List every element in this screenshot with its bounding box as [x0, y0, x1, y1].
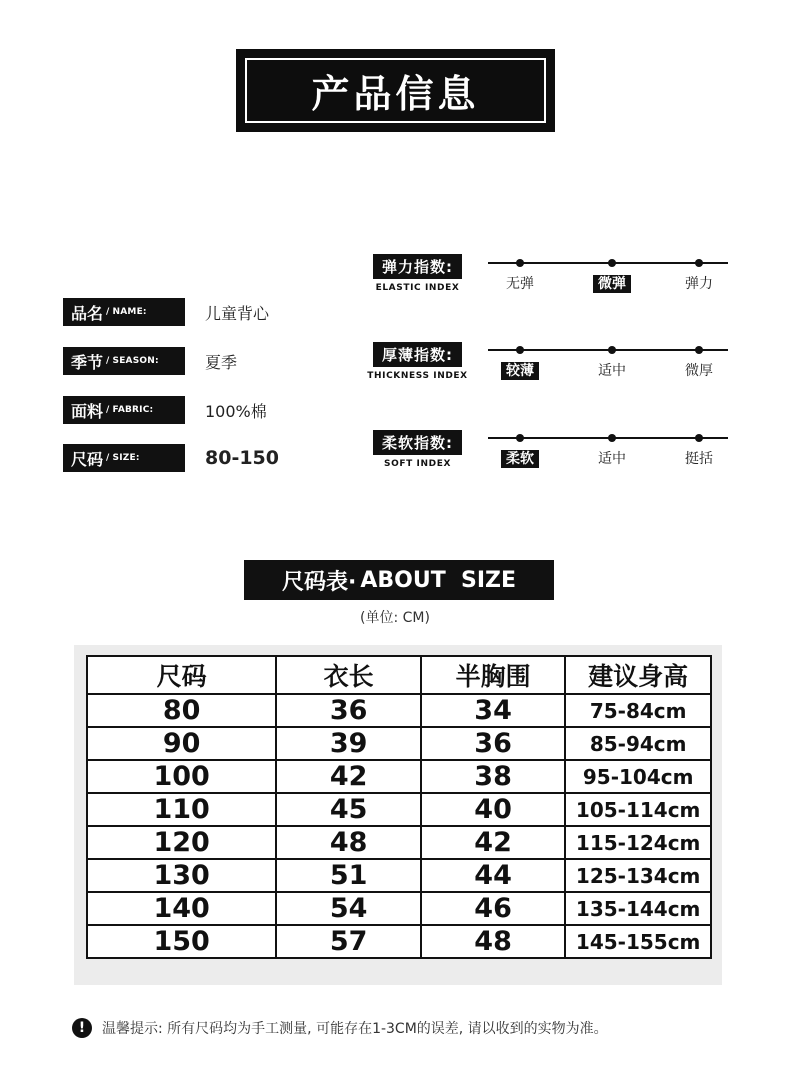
- scale-option: 无弹: [506, 276, 534, 292]
- info-label-en: FABRIC:: [112, 405, 154, 415]
- footer-tip-text: 温馨提示: 所有尺码均为手工测量, 可能存在1-3CM的误差, 请以收到的实物为准。: [102, 1021, 608, 1037]
- info-label-cn: 尺码: [71, 449, 104, 469]
- title-frame: [245, 58, 546, 123]
- scale-option-selected: 较薄: [490, 360, 550, 380]
- size-chart-header: [244, 560, 554, 600]
- table-cell: 42: [276, 760, 420, 793]
- table-cell: 110: [87, 793, 276, 826]
- table-cell: 42: [421, 826, 565, 859]
- soft-index-label: [360, 430, 475, 469]
- index-title: 厚薄指数:: [373, 342, 462, 367]
- scale-dot: [516, 346, 524, 354]
- info-label-cn: 季节: [71, 352, 104, 372]
- table-cell: 34: [421, 694, 565, 727]
- scale-dot: [608, 346, 616, 354]
- info-label: [63, 396, 185, 424]
- info-label-sep: /: [106, 356, 110, 366]
- table-cell: 44: [421, 859, 565, 892]
- index-subtitle: ELASTIC INDEX: [375, 283, 460, 293]
- table-cell: 40: [421, 793, 565, 826]
- exclamation-icon: !: [72, 1018, 92, 1038]
- info-row-season: [63, 347, 237, 375]
- info-label-sep: /: [106, 405, 110, 415]
- table-row: [87, 793, 711, 826]
- scale-option: 挺括: [685, 451, 713, 467]
- table-row: [87, 826, 711, 859]
- size-table: [86, 655, 712, 959]
- info-label-en: NAME:: [112, 307, 147, 317]
- table-cell: 105-114cm: [565, 793, 711, 826]
- info-value: 100%棉: [205, 401, 267, 421]
- table-cell: 150: [87, 925, 276, 958]
- scale-dot: [695, 434, 703, 442]
- scale-option: 弹力: [685, 276, 713, 292]
- scale-option: 适中: [598, 451, 626, 467]
- info-label-sep: /: [106, 453, 110, 463]
- table-cell: 80: [87, 694, 276, 727]
- table-cell: 36: [276, 694, 420, 727]
- table-cell: 46: [421, 892, 565, 925]
- column-header: 衣长: [276, 656, 420, 694]
- size-chart-title-en: ABOUT SIZE: [360, 567, 517, 593]
- scale-dot: [695, 346, 703, 354]
- table-cell: 115-124cm: [565, 826, 711, 859]
- info-label: [63, 347, 185, 375]
- index-title: 柔软指数:: [373, 430, 462, 455]
- table-row: [87, 760, 711, 793]
- info-label-en: SIZE:: [112, 453, 140, 463]
- title-banner: [236, 49, 555, 132]
- table-row: [87, 892, 711, 925]
- table-cell: 36: [421, 727, 565, 760]
- scale-option: 适中: [598, 363, 626, 379]
- table-cell: 95-104cm: [565, 760, 711, 793]
- table-row: [87, 925, 711, 958]
- table-cell: 45: [276, 793, 420, 826]
- column-header: 建议身高: [565, 656, 711, 694]
- info-label-en: SEASON:: [112, 356, 159, 366]
- unit-note: (单位: CM): [360, 610, 430, 626]
- info-row-name: [63, 298, 269, 326]
- scale-dot: [695, 259, 703, 267]
- info-value: 儿童背心: [205, 303, 270, 323]
- scale-dot: [516, 434, 524, 442]
- table-cell: 38: [421, 760, 565, 793]
- table-cell: 145-155cm: [565, 925, 711, 958]
- table-cell: 130: [87, 859, 276, 892]
- table-cell: 51: [276, 859, 420, 892]
- elastic-index-label: [360, 254, 475, 293]
- table-cell: 120: [87, 826, 276, 859]
- info-value: 夏季: [205, 352, 238, 372]
- table-row: [87, 859, 711, 892]
- info-label: [63, 298, 185, 326]
- table-cell: 75-84cm: [565, 694, 711, 727]
- info-label-sep: /: [106, 307, 110, 317]
- table-header-row: [87, 656, 711, 694]
- table-cell: 39: [276, 727, 420, 760]
- info-value: 80-150: [205, 447, 279, 469]
- column-header: 半胸围: [421, 656, 565, 694]
- thickness-index-label: [360, 342, 475, 381]
- scale-dot: [608, 434, 616, 442]
- table-cell: 85-94cm: [565, 727, 711, 760]
- table-cell: 125-134cm: [565, 859, 711, 892]
- info-label-cn: 品名: [71, 303, 104, 323]
- table-row: [87, 694, 711, 727]
- index-title: 弹力指数:: [373, 254, 462, 279]
- scale-dot: [608, 259, 616, 267]
- table-cell: 48: [421, 925, 565, 958]
- column-header: 尺码: [87, 656, 276, 694]
- info-label-cn: 面料: [71, 401, 104, 421]
- table-cell: 140: [87, 892, 276, 925]
- scale-dot: [516, 259, 524, 267]
- index-subtitle: THICKNESS INDEX: [367, 371, 468, 381]
- index-subtitle: SOFT INDEX: [384, 459, 451, 469]
- table-cell: 135-144cm: [565, 892, 711, 925]
- table-cell: 57: [276, 925, 420, 958]
- footer-tip: [72, 1018, 608, 1038]
- size-table-panel: [74, 645, 722, 985]
- scale-option-selected: 柔软: [490, 448, 550, 468]
- table-row: [87, 727, 711, 760]
- table-cell: 54: [276, 892, 420, 925]
- info-row-fabric: [63, 396, 267, 424]
- size-chart-title-cn: 尺码表·: [281, 569, 357, 595]
- table-cell: 48: [276, 826, 420, 859]
- page-title: 产品信息: [311, 72, 480, 116]
- table-cell: 100: [87, 760, 276, 793]
- scale-option: 微厚: [685, 363, 713, 379]
- info-label: [63, 444, 185, 472]
- scale-option-selected: 微弹: [582, 273, 642, 293]
- info-row-size: [63, 444, 279, 472]
- table-cell: 90: [87, 727, 276, 760]
